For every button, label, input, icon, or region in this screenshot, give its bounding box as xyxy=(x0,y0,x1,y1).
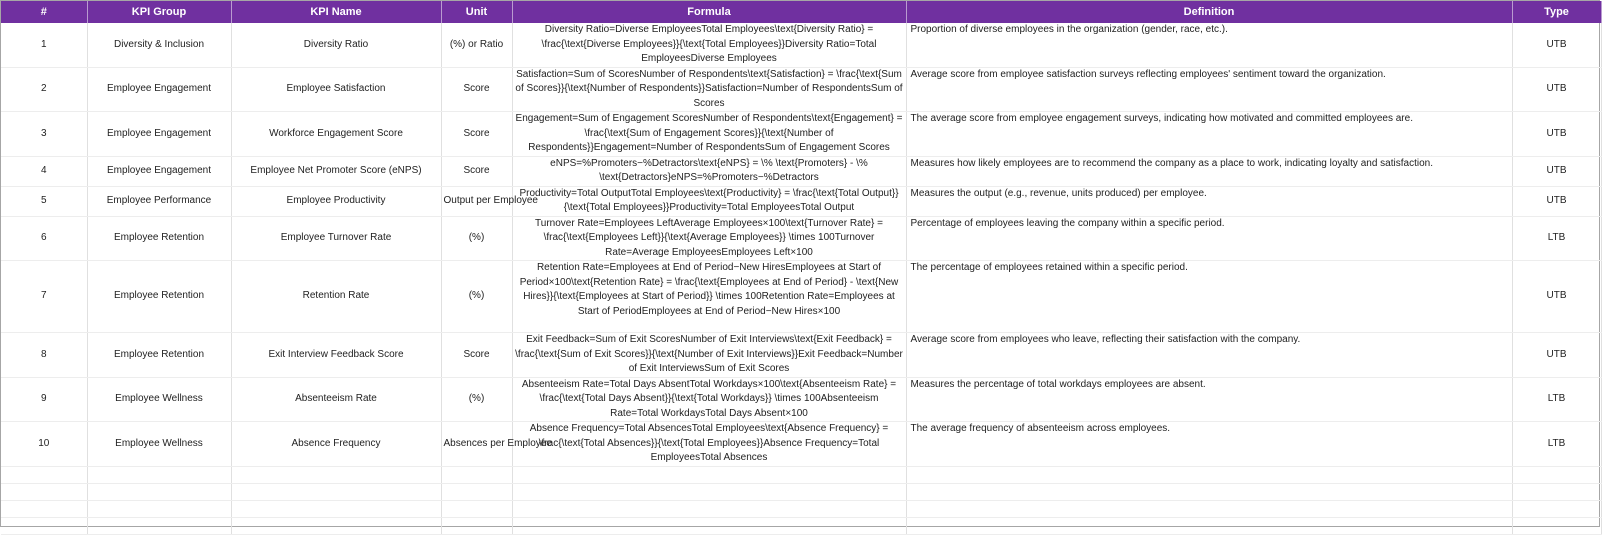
cell-kpi-group[interactable]: Employee Retention xyxy=(87,261,231,333)
cell-number[interactable]: 3 xyxy=(1,112,87,157)
cell-number[interactable]: 4 xyxy=(1,156,87,186)
cell-definition[interactable]: The percentage of employees retained within a specific period. xyxy=(906,261,1512,333)
empty-cell[interactable] xyxy=(1,483,87,500)
empty-cell[interactable] xyxy=(1,517,87,534)
cell-unit[interactable]: Score xyxy=(441,112,512,157)
cell-kpi-name[interactable]: Retention Rate xyxy=(231,261,441,333)
cell-type[interactable]: UTB xyxy=(1512,156,1601,186)
cell-type[interactable]: UTB xyxy=(1512,112,1601,157)
cell-unit[interactable]: Score xyxy=(441,156,512,186)
empty-cell[interactable] xyxy=(906,500,1512,517)
cell-kpi-group[interactable]: Diversity & Inclusion xyxy=(87,23,231,67)
cell-definition[interactable]: Percentage of employees leaving the company within a specific period. xyxy=(906,216,1512,261)
header-row xyxy=(1,1,1601,23)
kpi-table xyxy=(1,1,1602,535)
cell-formula[interactable]: Absence Frequency=Total AbsencesTotal Employees\text{Absence Frequency} = \frac{\text{Total Absences}}{\text{Total Employees}}Absence Frequency=Total EmployeesTotal Absences xyxy=(512,422,906,467)
cell-number[interactable]: 9 xyxy=(1,377,87,422)
cell-formula[interactable]: Productivity=Total OutputTotal Employees\text{Productivity} = \frac{\text{Total Output}}{\text{Total Employees}}Productivity=Total EmployeesTotal Output xyxy=(512,186,906,216)
empty-cell[interactable] xyxy=(906,466,1512,483)
header-definition[interactable]: Definition xyxy=(906,1,1512,23)
empty-cell[interactable] xyxy=(231,483,441,500)
cell-formula[interactable]: Satisfaction=Sum of ScoresNumber of Respondents\text{Satisfaction} = \frac{\text{Sum of Scores}}{\text{Number of Respondents}}Satisfaction=Number of RespondentsSum of Scores xyxy=(512,67,906,112)
cell-type[interactable]: LTB xyxy=(1512,377,1601,422)
cell-type[interactable]: LTB xyxy=(1512,216,1601,261)
table-row xyxy=(1,23,1601,67)
cell-number[interactable]: 8 xyxy=(1,333,87,378)
empty-cell[interactable] xyxy=(512,500,906,517)
cell-number[interactable]: 1 xyxy=(1,23,87,67)
cell-definition[interactable]: Measures how likely employees are to recommend the company as a place to work, indicating loyalty and satisfaction. xyxy=(906,156,1512,186)
cell-unit[interactable]: Output per Employee xyxy=(441,186,512,216)
cell-formula[interactable]: Retention Rate=Employees at End of Period−New HiresEmployees at Start of Period×100\text{Retention Rate} = \frac{\text{Employees at End of Period} - \text{New Hires}}{\text{Employees at Start of Period}} \times 100Retention Rate=Employees at Start of PeriodEmployees at End of Period−New Hires×100 xyxy=(512,261,906,333)
empty-cell[interactable] xyxy=(87,466,231,483)
header-formula[interactable]: Formula xyxy=(512,1,906,23)
cell-kpi-name[interactable]: Employee Satisfaction xyxy=(231,67,441,112)
table-row xyxy=(1,422,1601,467)
empty-cell[interactable] xyxy=(1512,517,1601,534)
cell-kpi-name[interactable]: Diversity Ratio xyxy=(231,23,441,67)
table-row xyxy=(1,67,1601,112)
cell-definition[interactable]: The average score from employee engagement surveys, indicating how motivated and committed employees are. xyxy=(906,112,1512,157)
empty-cell[interactable] xyxy=(87,517,231,534)
cell-type[interactable]: UTB xyxy=(1512,261,1601,333)
cell-number[interactable]: 10 xyxy=(1,422,87,467)
cell-type[interactable]: UTB xyxy=(1512,333,1601,378)
cell-type[interactable]: UTB xyxy=(1512,186,1601,216)
cell-kpi-name[interactable]: Workforce Engagement Score xyxy=(231,112,441,157)
cell-kpi-group[interactable]: Employee Wellness xyxy=(87,422,231,467)
cell-number[interactable]: 5 xyxy=(1,186,87,216)
cell-formula[interactable]: Turnover Rate=Employees LeftAverage Employees×100\text{Turnover Rate} = \frac{\text{Employees Left}}{\text{Average Employees}} \times 100Turnover Rate=Average EmployeesEmployees Left×100 xyxy=(512,216,906,261)
cell-unit[interactable]: Score xyxy=(441,333,512,378)
cell-definition[interactable]: Measures the output (e.g., revenue, units produced) per employee. xyxy=(906,186,1512,216)
cell-type[interactable]: UTB xyxy=(1512,67,1601,112)
cell-kpi-group[interactable]: Employee Engagement xyxy=(87,67,231,112)
empty-cell[interactable] xyxy=(1512,500,1601,517)
cell-definition[interactable]: Proportion of diverse employees in the organization (gender, race, etc.). xyxy=(906,23,1512,67)
empty-row xyxy=(1,500,1601,517)
empty-cell[interactable] xyxy=(441,517,512,534)
cell-unit[interactable]: Score xyxy=(441,67,512,112)
cell-kpi-group[interactable]: Employee Engagement xyxy=(87,112,231,157)
empty-cell[interactable] xyxy=(441,483,512,500)
empty-cell[interactable] xyxy=(87,500,231,517)
empty-cell[interactable] xyxy=(1,466,87,483)
cell-unit[interactable]: (%) xyxy=(441,377,512,422)
cell-formula[interactable]: Exit Feedback=Sum of Exit ScoresNumber of Exit Interviews\text{Exit Feedback} = \frac{\text{Sum of Exit Scores}}{\text{Number of Exit Interviews}}Exit Feedback=Number of Exit InterviewsSum of Exit Scores xyxy=(512,333,906,378)
cell-number[interactable]: 2 xyxy=(1,67,87,112)
cell-formula[interactable]: Engagement=Sum of Engagement ScoresNumber of Respondents\text{Engagement} = \frac{\text{Sum of Engagement Scores}}{\text{Number of Respondents}}Engagement=Number of RespondentsSum of Engagement Scores xyxy=(512,112,906,157)
empty-cell[interactable] xyxy=(512,517,906,534)
header-unit[interactable]: Unit xyxy=(441,1,512,23)
table-row xyxy=(1,377,1601,422)
cell-kpi-group[interactable]: Employee Retention xyxy=(87,216,231,261)
cell-definition[interactable]: Average score from employees who leave, reflecting their satisfaction with the company. xyxy=(906,333,1512,378)
header-kpi-group[interactable]: KPI Group xyxy=(87,1,231,23)
cell-kpi-name[interactable]: Employee Net Promoter Score (eNPS) xyxy=(231,156,441,186)
table-row xyxy=(1,333,1601,378)
cell-definition[interactable]: Measures the percentage of total workdays employees are absent. xyxy=(906,377,1512,422)
cell-kpi-group[interactable]: Employee Wellness xyxy=(87,377,231,422)
table-row xyxy=(1,261,1601,333)
header-type[interactable]: Type xyxy=(1512,1,1601,23)
empty-cell[interactable] xyxy=(1,500,87,517)
empty-row xyxy=(1,483,1601,500)
cell-definition[interactable]: The average frequency of absenteeism across employees. xyxy=(906,422,1512,467)
cell-formula[interactable]: Absenteeism Rate=Total Days AbsentTotal Workdays×100\text{Absenteeism Rate} = \frac{\text{Total Days Absent}}{\text{Total Workdays}} \times 100Absenteeism Rate=Total WorkdaysTotal Days Absent×100 xyxy=(512,377,906,422)
empty-cell[interactable] xyxy=(231,466,441,483)
cell-kpi-name[interactable]: Absenteeism Rate xyxy=(231,377,441,422)
empty-cell[interactable] xyxy=(1512,466,1601,483)
empty-cell[interactable] xyxy=(906,483,1512,500)
header-kpi-name[interactable]: KPI Name xyxy=(231,1,441,23)
empty-cell[interactable] xyxy=(231,517,441,534)
cell-definition[interactable]: Average score from employee satisfaction surveys reflecting employees' sentiment toward the organization. xyxy=(906,67,1512,112)
empty-cell[interactable] xyxy=(441,466,512,483)
cell-kpi-name[interactable]: Employee Turnover Rate xyxy=(231,216,441,261)
table-row xyxy=(1,216,1601,261)
cell-type[interactable]: LTB xyxy=(1512,422,1601,467)
empty-cell[interactable] xyxy=(1512,483,1601,500)
empty-cell[interactable] xyxy=(512,483,906,500)
cell-kpi-name[interactable]: Exit Interview Feedback Score xyxy=(231,333,441,378)
empty-cell[interactable] xyxy=(512,466,906,483)
cell-kpi-group[interactable]: Employee Engagement xyxy=(87,156,231,186)
cell-formula[interactable]: eNPS=%Promoters−%Detractors\text{eNPS} = \% \text{Promoters} - \% \text{Detractors}eNPS=%Promoters−%Detractors xyxy=(512,156,906,186)
cell-unit[interactable]: (%) xyxy=(441,216,512,261)
cell-unit[interactable]: (%) xyxy=(441,261,512,333)
table-row xyxy=(1,112,1601,157)
cell-number[interactable]: 7 xyxy=(1,261,87,333)
cell-kpi-group[interactable]: Employee Retention xyxy=(87,333,231,378)
empty-row xyxy=(1,466,1601,483)
empty-cell[interactable] xyxy=(231,500,441,517)
empty-row xyxy=(1,517,1601,534)
cell-formula[interactable]: Diversity Ratio=Diverse EmployeesTotal Employees\text{Diversity Ratio} = \frac{\text{Diverse Employees}}{\text{Total Employees}}Diversity Ratio=Total EmployeesDiverse Employees xyxy=(512,23,906,67)
table-row xyxy=(1,186,1601,216)
cell-kpi-group[interactable]: Employee Performance xyxy=(87,186,231,216)
cell-kpi-name[interactable]: Absence Frequency xyxy=(231,422,441,467)
empty-cell[interactable] xyxy=(906,517,1512,534)
empty-cell[interactable] xyxy=(87,483,231,500)
cell-number[interactable]: 6 xyxy=(1,216,87,261)
table-row xyxy=(1,156,1601,186)
cell-unit[interactable]: (%) or Ratio xyxy=(441,23,512,67)
cell-unit[interactable]: Absences per Employee xyxy=(441,422,512,467)
empty-cell[interactable] xyxy=(441,500,512,517)
cell-kpi-name[interactable]: Employee Productivity xyxy=(231,186,441,216)
header-number[interactable]: # xyxy=(1,1,87,23)
cell-type[interactable]: UTB xyxy=(1512,23,1601,67)
